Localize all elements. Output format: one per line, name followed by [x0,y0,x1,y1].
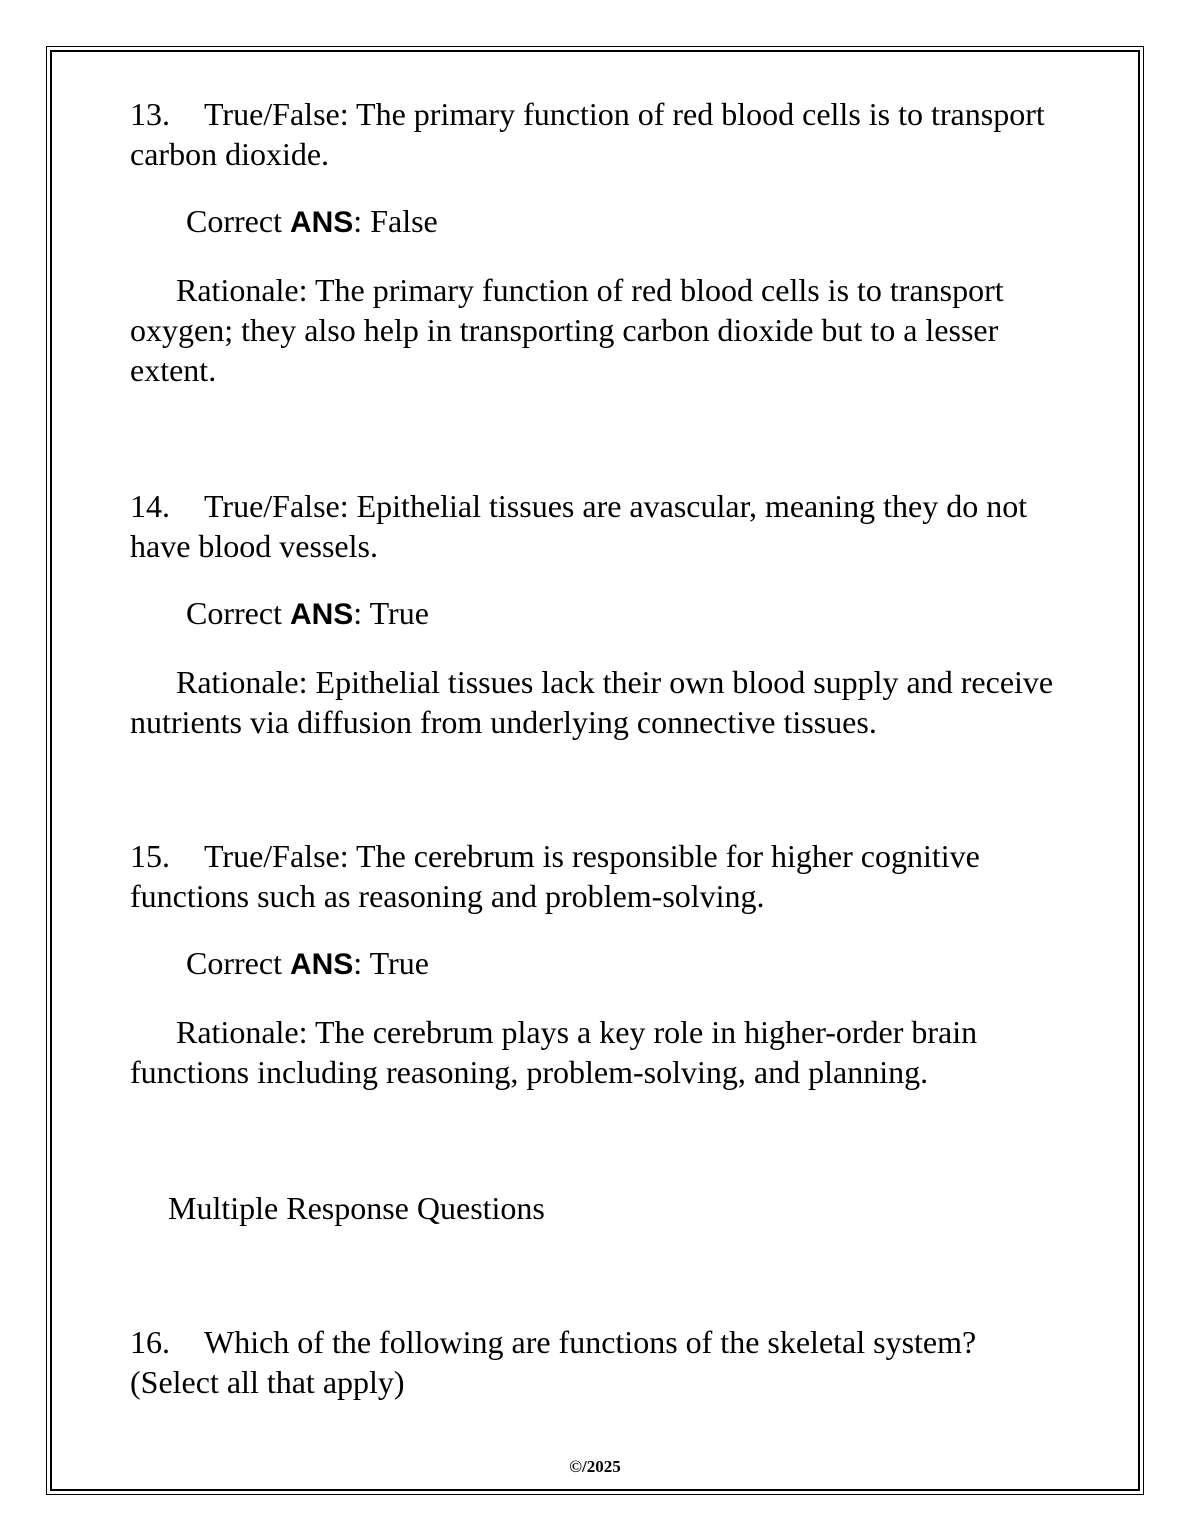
answer-value: : True [353,945,429,981]
answer-prefix: Correct [186,945,290,981]
question-15 [130,836,1070,1092]
answer-prefix: Correct [186,203,290,239]
question-body: Which of the following are functions of the skeletal system? (Select all that apply) [130,1324,977,1400]
document-body [130,94,1070,1400]
question-text [130,1322,1070,1402]
answer-keyword: ANS [289,598,354,631]
question-13 [130,94,1070,390]
correct-answer [186,201,1070,243]
question-number: 16. [130,1324,170,1360]
question-body: True/False: The primary function of red blood cells is to transport carbon dioxide. [130,96,1045,172]
rationale: Rationale: Epithelial tissues lack their own blood supply and receive nutrients via diffusion from underlying connective tissues. [130,664,1054,740]
question-number: 13. [130,96,170,132]
question-body: True/False: Epithelial tissues are avascular, meaning they do not have blood vessels. [130,488,1028,564]
correct-answer [186,593,1070,635]
rationale: Rationale: The primary function of red blood cells is to transport oxygen; they also help in transporting carbon dioxide but to a lesser extent. [130,272,1004,388]
question-number: 14. [130,488,170,524]
answer-keyword: ANS [289,948,354,981]
question-number: 15. [130,838,170,874]
correct-answer [186,943,1070,985]
question-16 [130,1322,1070,1402]
answer-value: : False [353,203,438,239]
answer-prefix: Correct [186,595,290,631]
question-14 [130,486,1070,742]
section-heading: Multiple Response Questions [168,1190,545,1226]
rationale: Rationale: The cerebrum plays a key role in higher-order brain functions including reasoning, problem-solving, and planning. [130,1014,978,1090]
question-text [130,94,1070,174]
question-body: True/False: The cerebrum is responsible for higher cognitive functions such as reasoning and problem-solving. [130,838,980,914]
question-text [130,836,1070,916]
question-text [130,486,1070,566]
answer-keyword: ANS [289,206,354,239]
answer-value: : True [353,595,429,631]
page-footer: ©/2025 [569,1457,621,1476]
